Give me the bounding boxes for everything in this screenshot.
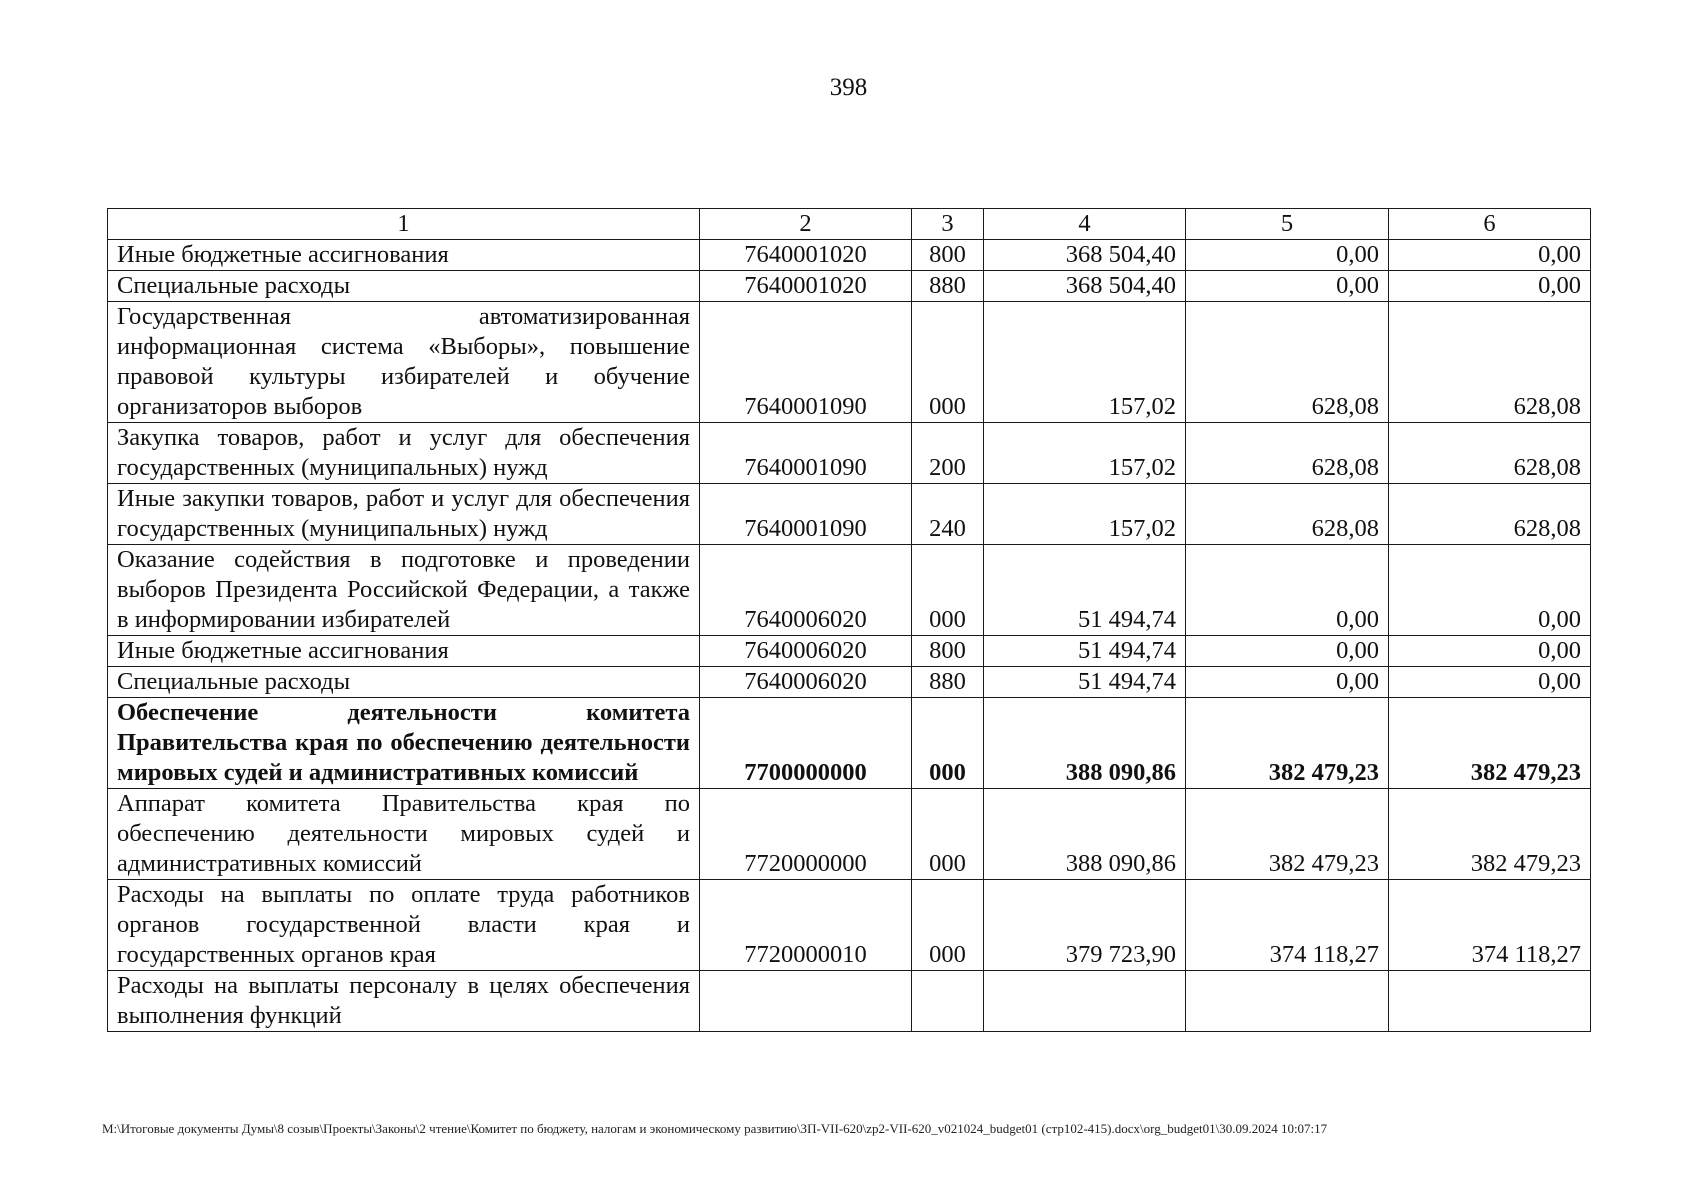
table-row	[108, 698, 1591, 789]
table-row	[108, 880, 1591, 971]
row-value-col4-cell: 379 723,90	[984, 880, 1186, 971]
row-value-col6-cell: 0,00	[1389, 636, 1591, 667]
header-cell: 4	[984, 209, 1186, 240]
row-value-col5-cell	[1186, 971, 1389, 1032]
row-expense-type-cell: 800	[912, 240, 984, 271]
row-value-col6-cell	[1389, 971, 1591, 1032]
row-value-col4-cell: 157,02	[984, 302, 1186, 423]
header-cell: 2	[700, 209, 912, 240]
row-value-col6-cell: 382 479,23	[1389, 789, 1591, 880]
row-expense-type-cell: 000	[912, 698, 984, 789]
row-value-col5-cell: 628,08	[1186, 423, 1389, 484]
row-name-cell: Специальные расходы	[108, 271, 700, 302]
row-expense-type-cell: 000	[912, 880, 984, 971]
row-value-col6-cell: 374 118,27	[1389, 880, 1591, 971]
row-expense-type-cell: 880	[912, 271, 984, 302]
row-name-cell: Закупка товаров, работ и услуг для обеспечения государственных (муниципальных) нужд	[108, 423, 700, 484]
table-row	[108, 271, 1591, 302]
table-row	[108, 240, 1591, 271]
row-name-cell: Государственная автоматизированная информационная система «Выборы», повышение правовой культуры избирателей и обучение организаторов выборов	[108, 302, 700, 423]
row-value-col5-cell: 382 479,23	[1186, 789, 1389, 880]
header-cell: 3	[912, 209, 984, 240]
row-name-cell: Аппарат комитета Правительства края по обеспечению деятельности мировых судей и административных комиссий	[108, 789, 700, 880]
row-value-col5-cell: 0,00	[1186, 636, 1389, 667]
row-code-cell: 7640006020	[700, 636, 912, 667]
row-value-col4-cell: 51 494,74	[984, 545, 1186, 636]
table-row	[108, 302, 1591, 423]
row-code-cell: 7640006020	[700, 545, 912, 636]
row-value-col4-cell: 51 494,74	[984, 667, 1186, 698]
row-expense-type-cell: 200	[912, 423, 984, 484]
row-value-col6-cell: 0,00	[1389, 271, 1591, 302]
row-code-cell: 7640001020	[700, 271, 912, 302]
row-value-col5-cell: 0,00	[1186, 545, 1389, 636]
row-value-col5-cell: 0,00	[1186, 240, 1389, 271]
row-value-col4-cell: 368 504,40	[984, 271, 1186, 302]
row-value-col5-cell: 628,08	[1186, 302, 1389, 423]
table-row	[108, 971, 1591, 1032]
row-value-col4-cell	[984, 971, 1186, 1032]
table-row	[108, 545, 1591, 636]
row-value-col6-cell: 382 479,23	[1389, 698, 1591, 789]
row-expense-type-cell: 240	[912, 484, 984, 545]
row-code-cell: 7640006020	[700, 667, 912, 698]
page-number: 398	[829, 74, 868, 101]
row-code-cell: 7640001090	[700, 423, 912, 484]
document-file-path: M:\Итоговые документы Думы\8 созыв\Проекты\Законы\2 чтение\Комитет по бюджету, налогам и экономическому развитию\ЗП-VII-620\zp2-VII-620_v021024_budget01 (стр102-415).docx\org_budget01\30.09.2024 10:07:17	[102, 1121, 1328, 1136]
table-row	[108, 484, 1591, 545]
table-row	[108, 423, 1591, 484]
row-value-col6-cell: 628,08	[1389, 423, 1591, 484]
row-name-cell: Иные закупки товаров, работ и услуг для обеспечения государственных (муниципальных) нужд	[108, 484, 700, 545]
row-value-col4-cell: 157,02	[984, 423, 1186, 484]
row-value-col5-cell: 628,08	[1186, 484, 1389, 545]
row-expense-type-cell: 800	[912, 636, 984, 667]
row-code-cell: 7640001090	[700, 484, 912, 545]
row-expense-type-cell: 000	[912, 789, 984, 880]
row-value-col6-cell: 0,00	[1389, 545, 1591, 636]
row-name-cell: Расходы на выплаты персоналу в целях обеспечения выполнения функций	[108, 971, 700, 1032]
table-row	[108, 636, 1591, 667]
row-name-cell: Расходы на выплаты по оплате труда работников органов государственной власти края и государственных органов края	[108, 880, 700, 971]
row-expense-type-cell: 000	[912, 545, 984, 636]
budget-table	[107, 208, 1591, 1032]
row-value-col4-cell: 157,02	[984, 484, 1186, 545]
table-row	[108, 667, 1591, 698]
row-value-col4-cell: 51 494,74	[984, 636, 1186, 667]
header-cell: 5	[1186, 209, 1389, 240]
row-name-cell: Иные бюджетные ассигнования	[108, 636, 700, 667]
row-expense-type-cell: 000	[912, 302, 984, 423]
row-value-col4-cell: 388 090,86	[984, 789, 1186, 880]
row-value-col5-cell: 382 479,23	[1186, 698, 1389, 789]
row-code-cell: 7700000000	[700, 698, 912, 789]
table-row	[108, 789, 1591, 880]
row-expense-type-cell: 880	[912, 667, 984, 698]
row-expense-type-cell	[912, 971, 984, 1032]
row-value-col4-cell: 388 090,86	[984, 698, 1186, 789]
row-code-cell: 7640001090	[700, 302, 912, 423]
row-value-col4-cell: 368 504,40	[984, 240, 1186, 271]
row-value-col6-cell: 628,08	[1389, 484, 1591, 545]
header-cell: 6	[1389, 209, 1591, 240]
row-name-cell: Обеспечение деятельности комитета Правительства края по обеспечению деятельности мировых судей и административных комиссий	[108, 698, 700, 789]
header-cell: 1	[108, 209, 700, 240]
row-code-cell	[700, 971, 912, 1032]
row-value-col5-cell: 374 118,27	[1186, 880, 1389, 971]
row-name-cell: Специальные расходы	[108, 667, 700, 698]
row-code-cell: 7720000010	[700, 880, 912, 971]
row-value-col6-cell: 628,08	[1389, 302, 1591, 423]
row-value-col6-cell: 0,00	[1389, 667, 1591, 698]
row-code-cell: 7720000000	[700, 789, 912, 880]
row-value-col5-cell: 0,00	[1186, 667, 1389, 698]
row-value-col5-cell: 0,00	[1186, 271, 1389, 302]
row-value-col6-cell: 0,00	[1389, 240, 1591, 271]
row-name-cell: Оказание содействия в подготовке и проведении выборов Президента Российской Федерации, а также в информировании избирателей	[108, 545, 700, 636]
row-code-cell: 7640001020	[700, 240, 912, 271]
table-header-row	[108, 209, 1591, 240]
row-name-cell: Иные бюджетные ассигнования	[108, 240, 700, 271]
